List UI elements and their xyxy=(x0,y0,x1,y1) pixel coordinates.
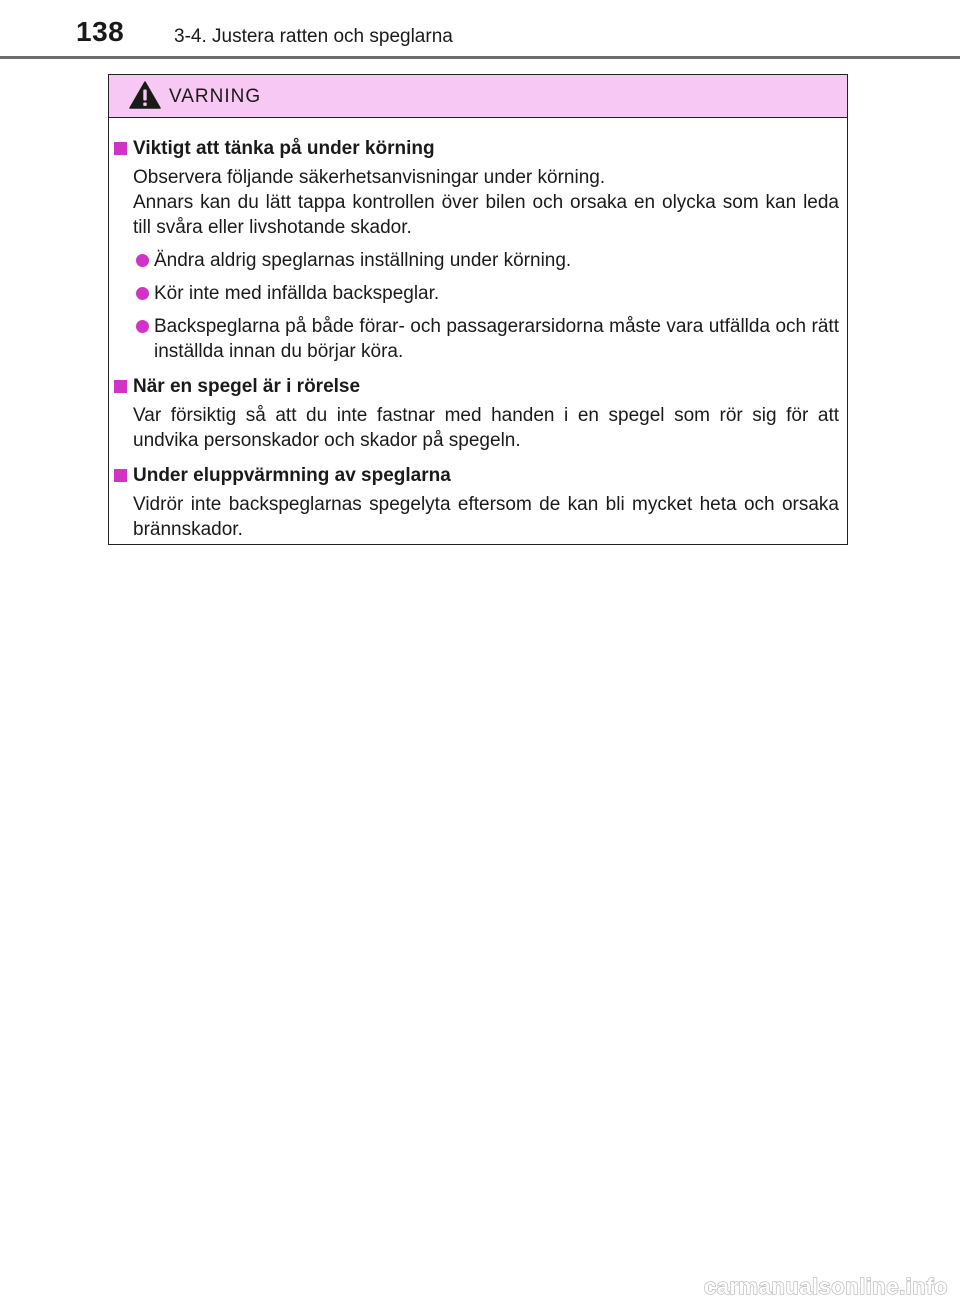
page-header xyxy=(0,0,960,62)
square-bullet-icon xyxy=(114,142,127,155)
section-title: 3-4. Justera ratten och speglarna xyxy=(174,26,453,47)
circle-bullet-icon xyxy=(136,320,149,333)
section-heading-text: Viktigt att tänka på under körning xyxy=(133,138,435,159)
section-heading xyxy=(109,374,839,399)
watermark-logo xyxy=(630,1270,950,1302)
paragraph: Vidrör inte backspeglarnas spegelyta eftersom de kan bli mycket heta och orsaka brännskador. xyxy=(133,494,839,540)
warning-section-mirror-heating xyxy=(109,463,839,542)
bullet-text: Ändra aldrig speglarnas inställning under körning. xyxy=(154,250,572,271)
paragraph: Observera följande säkerhetsanvisningar under körning. xyxy=(133,167,606,188)
section-heading-text: Under eluppvärmning av speglarna xyxy=(133,465,451,486)
bullet-text: Backspeglarna på både förar- och passagerarsidorna måste vara utfällda och rätt inställda innan du börjar köra. xyxy=(154,316,839,362)
section-heading xyxy=(109,136,839,161)
warning-header xyxy=(109,75,847,118)
bullet-text: Kör inte med infällda backspeglar. xyxy=(154,283,440,304)
paragraph: Annars kan du lätt tappa kontrollen över bilen och orsaka en olycka som kan leda till svåra eller livshotande skador. xyxy=(133,192,839,238)
warning-section-driving xyxy=(109,136,839,364)
bullet-item xyxy=(109,314,839,364)
section-heading xyxy=(109,463,839,488)
bullet-item xyxy=(109,281,839,306)
warning-section-mirror-moving xyxy=(109,374,839,453)
section-heading-text: När en spegel är i rörelse xyxy=(133,376,361,397)
paragraph: Var försiktig så att du inte fastnar med handen i en spegel som rör sig för att undvika personskador och skador på spegeln. xyxy=(133,405,839,451)
bullet-item xyxy=(109,248,839,273)
page-number: 138 xyxy=(76,16,125,47)
warning-triangle-icon xyxy=(129,81,161,109)
square-bullet-icon xyxy=(114,380,127,393)
square-bullet-icon xyxy=(114,469,127,482)
circle-bullet-icon xyxy=(136,254,149,267)
svg-text:carmanualsonline.info: carmanualsonline.info xyxy=(704,1274,948,1299)
warning-title: VARNING xyxy=(169,86,262,107)
warning-box xyxy=(108,74,848,545)
header-rule xyxy=(0,56,960,59)
warning-body xyxy=(109,118,847,542)
circle-bullet-icon xyxy=(136,287,149,300)
